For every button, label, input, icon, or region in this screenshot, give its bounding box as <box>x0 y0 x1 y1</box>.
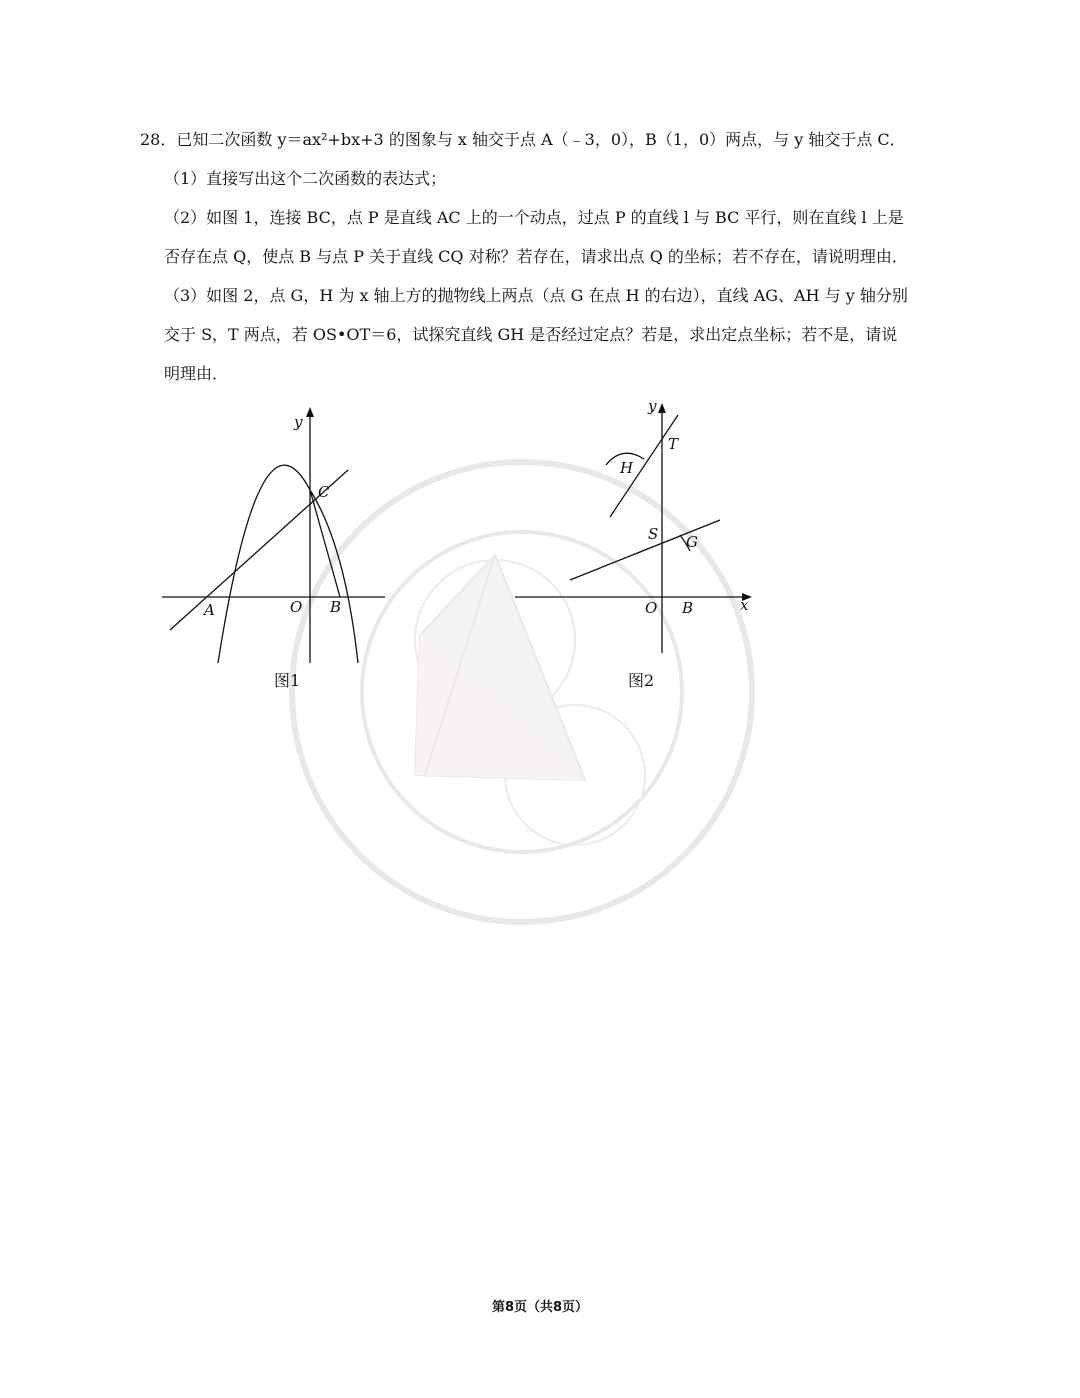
part-2-line-1: （2）如图 1，连接 BC，点 P 是直线 AC 上的一个动点，过点 P 的直线 l 与 BC 平行，则在直线 l 上是 <box>164 208 904 227</box>
figure-1-caption: 图1 <box>274 671 301 690</box>
fig2-label-g: G <box>686 533 698 551</box>
fig2-label-s: S <box>648 525 659 543</box>
fig1-parabola <box>218 465 358 663</box>
fig1-label-b: B <box>330 598 342 616</box>
fig2-label-x: x <box>740 596 749 614</box>
fig2-label-b: B <box>682 599 694 617</box>
figure-2 <box>510 395 760 655</box>
fig1-label-o: O <box>290 598 303 616</box>
fig2-label-t: T <box>668 435 679 453</box>
fig1-line-bc <box>310 490 340 597</box>
fig1-label-a: A <box>204 601 215 619</box>
part-1: （1）直接写出这个二次函数的表达式； <box>164 169 447 188</box>
problem-stem: 28．已知二次函数 y＝ax²+bx+3 的图象与 x 轴交于点 A（﹣3，0），B（1，0）两点，与 y 轴交于点 C． <box>140 130 906 149</box>
figure-2-caption: 图2 <box>628 671 655 690</box>
problem-number: 28． <box>140 130 177 149</box>
fig2-label-y: y <box>648 397 657 415</box>
part-3-line-3: 明理由． <box>164 364 229 383</box>
page-footer: 第8页（共8页） <box>491 1300 589 1315</box>
part-3-line-1: （3）如图 2，点 G，H 为 x 轴上方的抛物线上两点（点 G 在点 H 的右边），直线 AG、AH 与 y 轴分别 <box>164 286 908 305</box>
fig2-label-o: O <box>645 599 658 617</box>
fig1-label-y: y <box>294 413 303 431</box>
fig2-label-h: H <box>620 459 634 477</box>
part-2-line-2: 否存在点 Q，使点 B 与点 P 关于直线 CQ 对称？若存在，请求出点 Q 的坐标；若不存在，请说明理由． <box>164 247 908 266</box>
fig1-label-c: C <box>318 483 330 501</box>
problem-28 <box>140 120 950 393</box>
figure-1 <box>160 405 390 665</box>
part-3-line-2: 交于 S，T 两点，若 OS•OT＝6，试探究直线 GH 是否经过定点？若是，求出定点坐标；若不是，请说 <box>164 325 898 344</box>
